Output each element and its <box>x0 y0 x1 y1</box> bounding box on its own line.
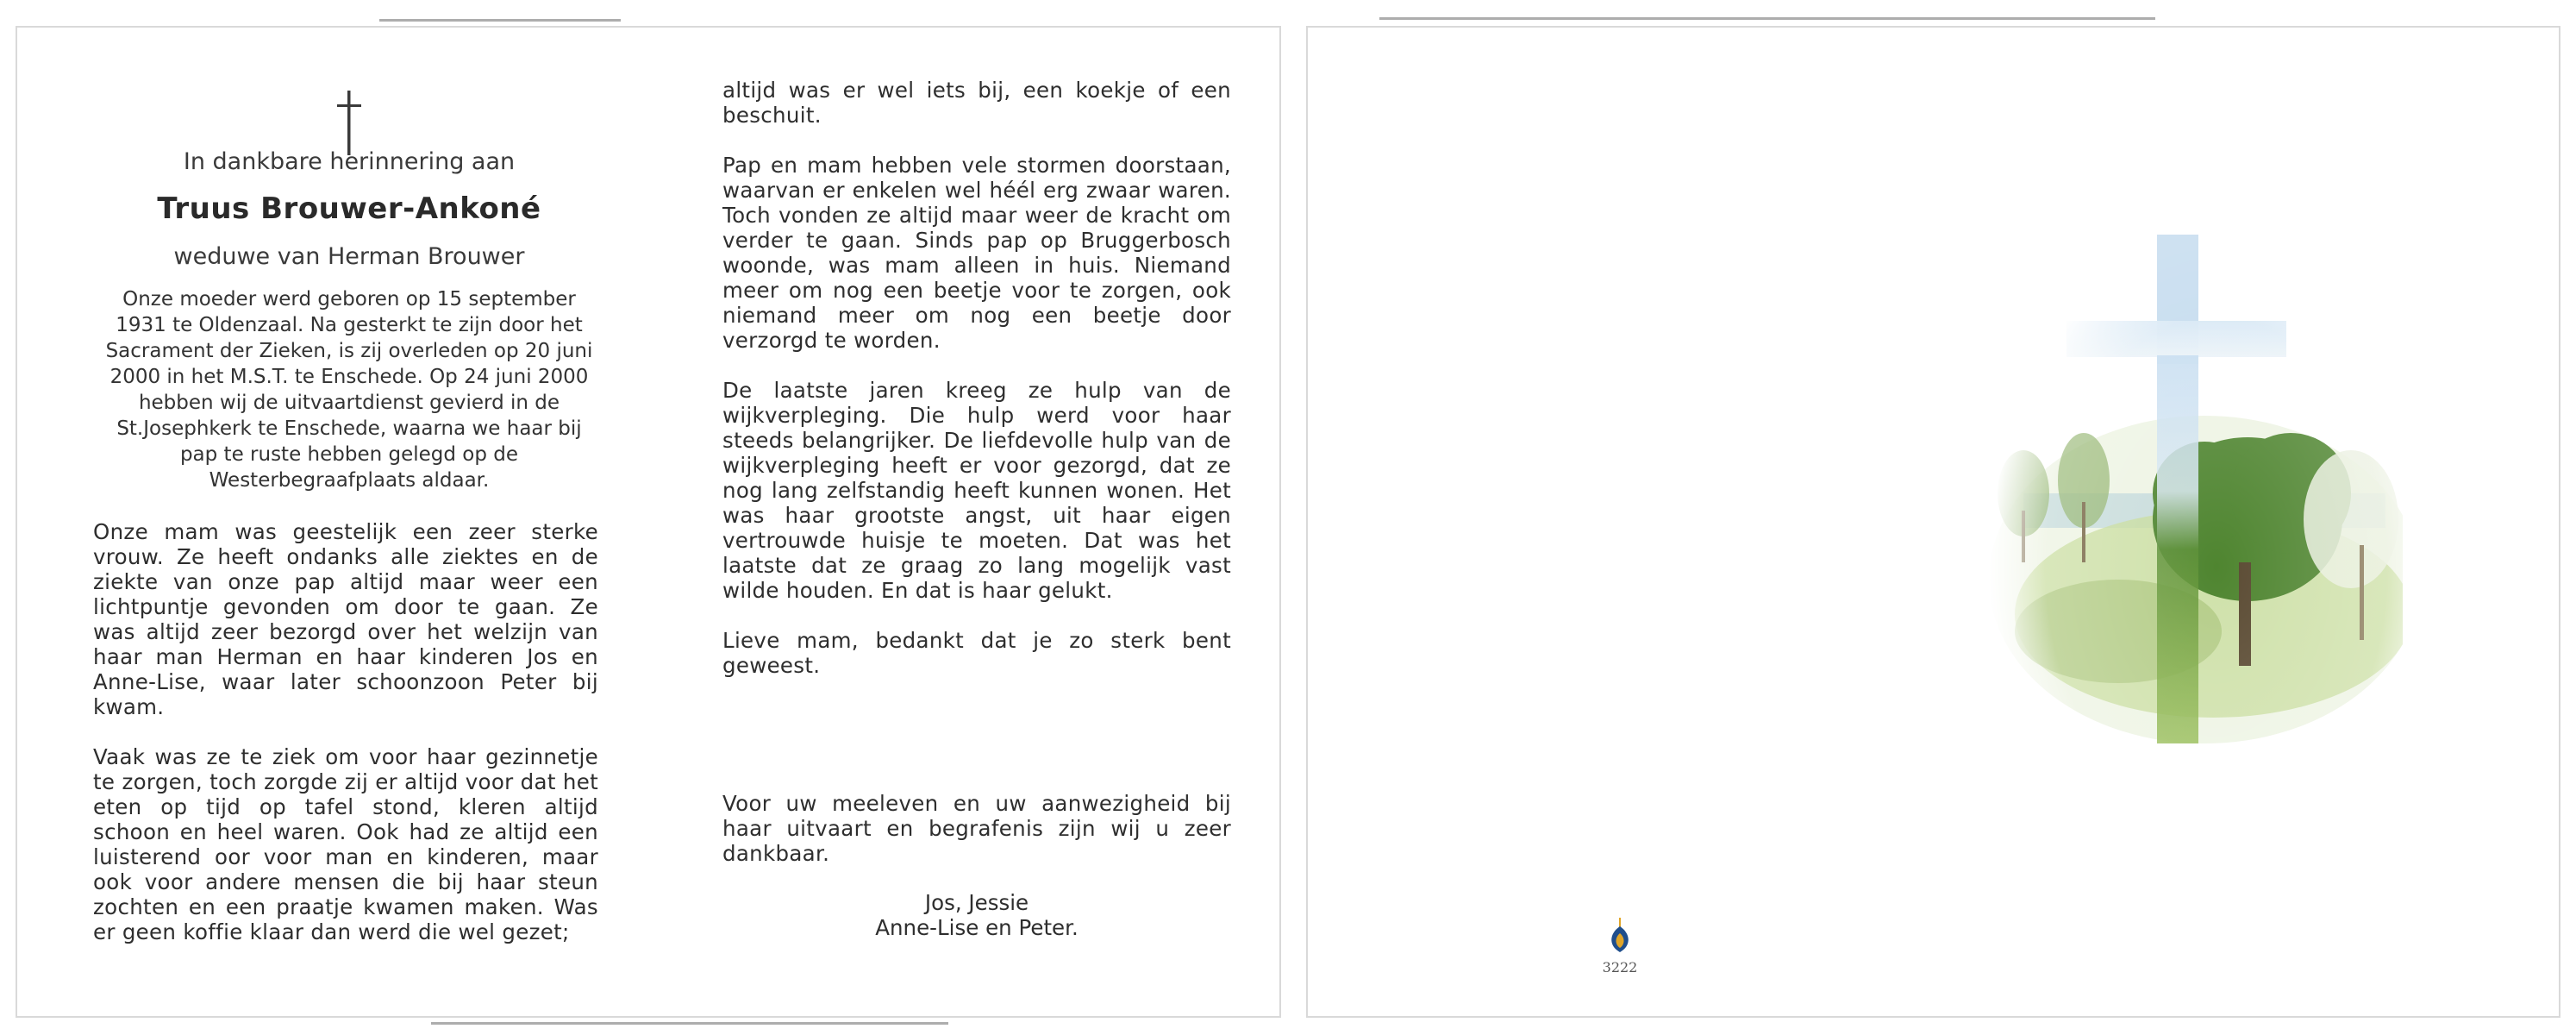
widow-of-text: weduwe van Herman Brouwer <box>173 243 525 270</box>
printer-code: 3222 <box>1602 959 1638 975</box>
card-inner-spread <box>16 26 1281 1018</box>
bio-line: hebben wij de uitvaartdienst gevierd in de <box>138 392 560 414</box>
scan-edge-line <box>1379 17 2155 20</box>
scan-edge-line <box>431 1022 948 1025</box>
left-text-column <box>93 519 598 969</box>
publisher-emblem-icon <box>1603 914 1637 963</box>
signed-line: Anne-Lise en Peter. <box>875 915 1079 940</box>
paragraph: Onze mam was geestelijk een zeer sterke vrouw. Ze heeft ondanks alle ziektes en de ziekte van onze pap altijd maar weer een lichtpuntje gevonden om door te gaan. Ze was altijd zeer bezorgd over het welzijn van haar man Herman en haar kinderen Jos en Anne-Lise, waar later schoonzoon Peter bij kwam. <box>93 519 598 719</box>
paragraph: Lieve mam, bedankt dat je zo sterk bent geweest. <box>722 628 1231 678</box>
bio-line: St.Josephkerk te Enschede, waarna we haar bij <box>116 417 582 440</box>
right-text-column <box>722 78 1231 703</box>
bio-line: pap te ruste hebben gelegd op de <box>179 443 519 466</box>
deceased-name: Truus Brouwer-Ankoné <box>157 191 541 226</box>
signature-block <box>722 890 1231 940</box>
paragraph: altijd was er wel iets bij, een koekje of een beschuit. <box>722 78 1231 128</box>
paragraph: Pap en mam hebben vele stormen doorstaan, waarvan er enkelen wel héél erg zwaar waren. Toch vonden ze altijd maar weer de kracht om verder te gaan. Sinds pap op Bruggerbosch woonde, was mam alleen in huis. Niemand meer om nog een beetje voor te zorgen, ook niemand meer om nog een beetje door verzorgd te worden. <box>722 153 1231 353</box>
card-front-cover <box>1306 26 2560 1018</box>
bio-line: 2000 in het M.S.T. te Enschede. Op 24 juni 2000 <box>109 366 589 388</box>
bio-line: Onze moeder werd geboren op 15 september <box>122 288 576 310</box>
signed-line: Jos, Jessie <box>924 890 1029 915</box>
paragraph: Vaak was ze te ziek om voor haar gezinnetje te zorgen, toch zorgde zij er altijd voor dat het eten op tijd op tafel stond, kleren altijd schoon en heel waren. Ook had ze altijd een luisterend oor voor man en kinderen, maar ook voor andere mensen die bij haar steun zochten en een praatje kwamen maken. Was er geen koffie klaar dan werd die wel gezet; <box>93 744 598 944</box>
bio-line: Westerbegraafplaats aldaar. <box>209 469 490 492</box>
thanks-text: Voor uw meeleven en uw aanwezigheid bij haar uitvaart en begrafenis zijn wij u zeer dankbaar. <box>722 791 1231 866</box>
scan-edge-line <box>379 19 621 22</box>
paragraph: De laatste jaren kreeg ze hulp van de wijkverpleging. Die hulp werd voor haar steeds belangrijker. De liefdevolle hulp van de wijkverpleging heeft er voor gezorgd, dat ze nog lang zelfstandig heeft kunnen wonen. Het was haar grootste angst, uit haar eigen vertrouwde huisje te moeten. Dat was het laatste dat ze graag zo lang mogelijk vast wilde houden. En dat is haar gelukt. <box>722 378 1231 603</box>
biography-block <box>86 286 612 493</box>
cross-landscape-image <box>1989 235 2403 838</box>
bio-line: 1931 te Oldenzaal. Na gesterkt te zijn door het <box>116 314 583 336</box>
intro-text: In dankbare herinnering aan <box>183 148 516 175</box>
bio-line: Sacrament der Zieken, is zij overleden op 20 juni <box>105 340 593 362</box>
